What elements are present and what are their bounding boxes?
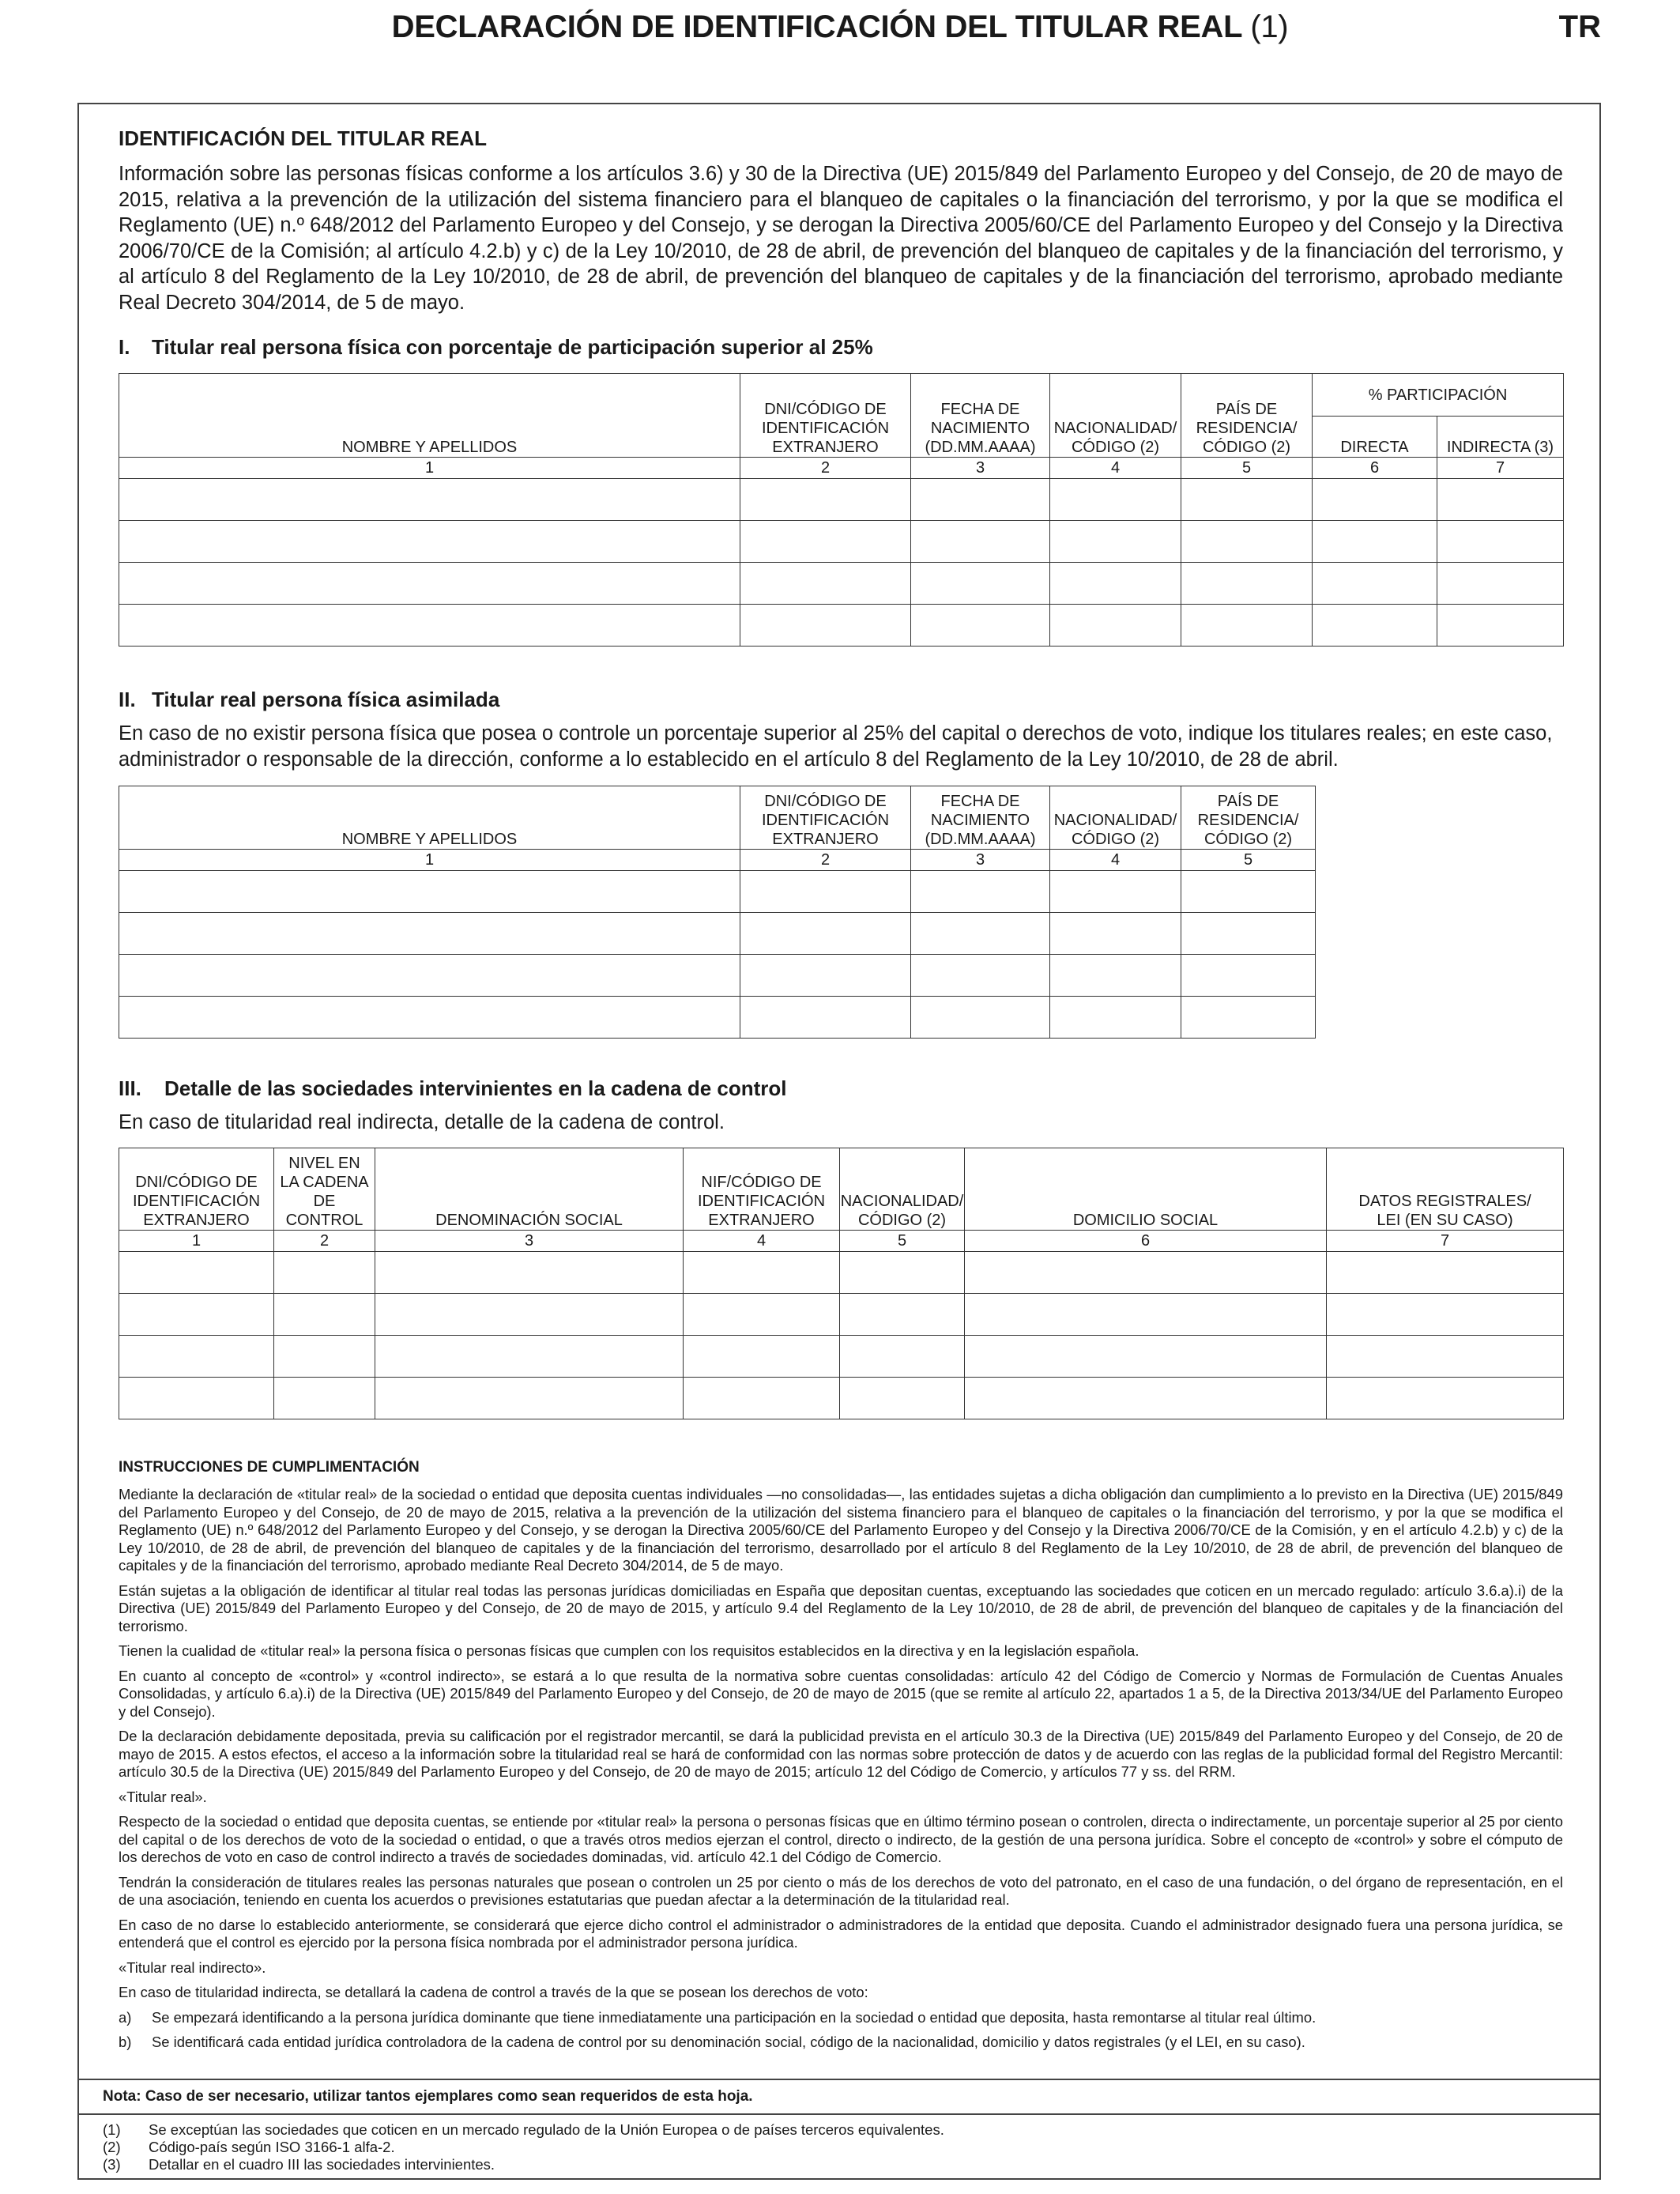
table-section-2 <box>119 786 1316 1039</box>
column-number: 3 <box>375 1231 684 1252</box>
list-marker: a) <box>119 2008 132 2026</box>
header-dni-line: EXTRANJERO <box>772 831 879 848</box>
input-cell[interactable] <box>274 1378 375 1419</box>
column-number: 2 <box>274 1231 375 1252</box>
input-cell[interactable] <box>1050 479 1181 521</box>
input-cell[interactable] <box>1181 997 1316 1039</box>
input-cell[interactable] <box>1313 521 1437 563</box>
header-dni-line: DNI/CÓDIGO DE <box>764 793 887 810</box>
table-row <box>119 913 1316 955</box>
column-numbers-row <box>119 1231 1564 1252</box>
instructions-list-item <box>119 2034 1563 2052</box>
table-row <box>119 997 1316 1039</box>
footnote <box>103 2156 944 2173</box>
page-title-footnote-ref: (1) <box>1250 9 1289 44</box>
table-row <box>119 955 1316 997</box>
section-1-roman: I. <box>119 335 130 359</box>
note-divider <box>77 2079 1601 2080</box>
header-nacionalidad <box>840 1148 965 1231</box>
input-cell[interactable] <box>840 1294 965 1336</box>
instructions-paragraph: En caso de titularidad indirecta, se detallará la cadena de control a través de la que se posean los derechos de voto: <box>119 1984 868 2000</box>
table-row <box>119 1294 1564 1336</box>
column-number: 4 <box>684 1231 840 1252</box>
instructions-paragraph: En caso de no darse lo establecido anteriormente, se considerará que ejerce dicho control el administrador o administradores de la entidad que deposita. Cuando el administrador designado fuera una persona jurídica, se entenderá que el control es ejercido por la persona física nombrada por el administrador persona jurídica. <box>119 1916 1563 1951</box>
input-cell[interactable] <box>119 1294 274 1336</box>
table-section-3 <box>119 1148 1564 1419</box>
header-nivel-line: NIVEL EN <box>288 1155 360 1172</box>
input-cell[interactable] <box>1437 605 1564 647</box>
header-datos-line: DATOS REGISTRALES/ <box>1358 1193 1531 1210</box>
input-cell[interactable] <box>119 605 740 647</box>
input-cell[interactable] <box>1050 913 1181 955</box>
input-cell[interactable] <box>119 913 740 955</box>
header-nac-line: CÓDIGO (2) <box>1071 439 1160 456</box>
header-nivel-line: DE <box>313 1193 336 1210</box>
input-cell[interactable] <box>911 913 1050 955</box>
column-number: 3 <box>911 458 1050 479</box>
input-cell[interactable] <box>1327 1294 1564 1336</box>
footnote-text: Se exceptúan las sociedades que coticen en un mercado regulado de la Unión Europea o de países terceros equivalentes. <box>149 2121 944 2138</box>
section-2-text: En caso de no existir persona física que posea o controle un porcentaje superior al 25% del capital o derechos de voto, indique los titulares reales; en este caso, administrador o responsable de la dirección, conforme a lo establecido en el artículo 8 del Reglamento de la Ley 10/2010, de 28 de abril. <box>119 722 1553 771</box>
instructions-body <box>119 1486 1563 2059</box>
section-1-title-text: Titular real persona física con porcentaje de participación superior al 25% <box>152 335 873 359</box>
column-number: 4 <box>1050 458 1181 479</box>
ident-title: IDENTIFICACIÓN DEL TITULAR REAL <box>119 126 488 150</box>
section-2-roman: II. <box>119 688 136 711</box>
input-cell[interactable] <box>1437 479 1564 521</box>
input-cell[interactable] <box>911 955 1050 997</box>
input-cell[interactable] <box>1181 479 1313 521</box>
section-3-title-text: Detalle de las sociedades intervinientes en la cadena de control <box>164 1076 787 1100</box>
column-number: 5 <box>840 1231 965 1252</box>
section-3-roman: III. <box>119 1076 141 1100</box>
form-code: TR <box>1558 9 1601 44</box>
header-fecha-line: (DD.MM.AAAA) <box>925 439 1036 456</box>
input-cell[interactable] <box>1181 521 1313 563</box>
header-nacionalidad <box>1050 374 1181 458</box>
header-fecha <box>911 374 1050 458</box>
input-cell[interactable] <box>965 1294 1327 1336</box>
input-cell[interactable] <box>274 1294 375 1336</box>
input-cell[interactable] <box>119 1336 274 1378</box>
input-cell[interactable] <box>840 1378 965 1419</box>
input-cell[interactable] <box>375 1378 684 1419</box>
footnote-text: Código-país según ISO 3166-1 alfa-2. <box>149 2139 395 2155</box>
input-cell[interactable] <box>911 563 1050 605</box>
note-text: Nota: Caso de ser necesario, utilizar tantos ejemplares como sean requeridos de esta hoja. <box>103 2088 753 2105</box>
input-cell[interactable] <box>1181 605 1313 647</box>
header-nombre: NOMBRE Y APELLIDOS <box>119 786 740 850</box>
input-cell[interactable] <box>740 605 911 647</box>
header-dni <box>740 786 911 850</box>
input-cell[interactable] <box>1313 605 1437 647</box>
input-cell[interactable] <box>375 1294 684 1336</box>
table-row <box>119 563 1564 605</box>
input-cell[interactable] <box>1327 1378 1564 1419</box>
header-dni-line: EXTRANJERO <box>772 439 879 456</box>
table-row <box>119 479 1564 521</box>
input-cell[interactable] <box>1050 605 1181 647</box>
header-nac-line: NACIONALIDAD/ <box>840 1193 964 1210</box>
header-datos-line: LEI (EN SU CASO) <box>1377 1212 1513 1229</box>
footnotes-divider <box>77 2113 1601 2115</box>
instructions-paragraph: «Titular real indirecto». <box>119 1958 266 1976</box>
list-marker: b) <box>119 2034 132 2050</box>
page-title <box>0 9 1680 45</box>
input-cell[interactable] <box>965 1336 1327 1378</box>
header-nac-line: NACIONALIDAD/ <box>1053 420 1177 437</box>
input-cell[interactable] <box>740 479 911 521</box>
header-pais <box>1181 786 1316 850</box>
header-nif-line: EXTRANJERO <box>708 1212 815 1229</box>
header-dni <box>119 1148 274 1231</box>
instructions-paragraph: Están sujetas a la obligación de identificar al titular real todas las personas jurídicas domiciliadas en España que depositan cuentas, exceptuando las sociedades que coticen en un mercado regulado: artículo 3.6.a).i) de la Directiva (UE) 2015/849 del Parlamento Europeo y del Consejo, de 20 de mayo de 2015, y artículo 9.4 del Reglamento de la Ley 10/2010, de 28 de abril, de prevención del blanqueo de capitales y de la financiación del terrorismo. <box>119 1581 1563 1634</box>
header-domicilio: DOMICILIO SOCIAL <box>965 1148 1327 1231</box>
input-cell[interactable] <box>1437 563 1564 605</box>
instructions-paragraph: En cuanto al concepto de «control» y «control indirecto», se estará a lo que resulta de la normativa sobre cuentas consolidadas: artículo 42 del Código de Comercio y Normas de Formulación de Cuentas Anuales Consolidadas, y artículo 6.a).i) de la Directiva (UE) 2015/849 del Parlamento Europeo y del Consejo, de 20 de mayo de 2015 (que se remite al artículo 22, apartados 1 a 5, de la Directiva 2013/34/UE del Parlamento Europeo y del Consejo). <box>119 1667 1563 1720</box>
footnote-marker: (1) <box>103 2121 121 2138</box>
table-row <box>119 521 1564 563</box>
input-cell[interactable] <box>684 1252 840 1294</box>
input-cell[interactable] <box>911 605 1050 647</box>
column-number: 5 <box>1181 850 1316 871</box>
header-denominacion: DENOMINACIÓN SOCIAL <box>375 1148 684 1231</box>
header-pais <box>1181 374 1313 458</box>
input-cell[interactable] <box>274 1336 375 1378</box>
header-dni-line: IDENTIFICACIÓN <box>761 420 890 437</box>
column-number: 2 <box>740 850 911 871</box>
section-2-title <box>119 688 1563 712</box>
input-cell[interactable] <box>375 1252 684 1294</box>
input-cell[interactable] <box>911 479 1050 521</box>
table-row <box>119 1378 1564 1419</box>
input-cell[interactable] <box>375 1336 684 1378</box>
input-cell[interactable] <box>119 479 740 521</box>
header-dni-line: DNI/CÓDIGO DE <box>135 1174 258 1191</box>
input-cell[interactable] <box>1327 1252 1564 1294</box>
input-cell[interactable] <box>1181 955 1316 997</box>
instructions-title: INSTRUCCIONES DE CUMPLIMENTACIÓN <box>119 1459 420 1476</box>
input-cell[interactable] <box>119 997 740 1039</box>
column-number: 3 <box>911 850 1050 871</box>
header-nivel <box>274 1148 375 1231</box>
input-cell[interactable] <box>740 955 911 997</box>
input-cell[interactable] <box>684 1378 840 1419</box>
input-cell[interactable] <box>119 955 740 997</box>
header-nivel-line: CONTROL <box>285 1212 363 1229</box>
input-cell[interactable] <box>119 1378 274 1419</box>
instructions-paragraph: «Titular real». <box>119 1788 207 1805</box>
input-cell[interactable] <box>840 1252 965 1294</box>
input-cell[interactable] <box>1181 871 1316 913</box>
input-cell[interactable] <box>1437 521 1564 563</box>
input-cell[interactable] <box>1050 997 1181 1039</box>
header-nombre: NOMBRE Y APELLIDOS <box>119 374 740 458</box>
footnote-marker: (2) <box>103 2139 121 2155</box>
input-cell[interactable] <box>965 1378 1327 1419</box>
header-pais-line: PAÍS DE <box>1215 401 1278 418</box>
column-number: 6 <box>1313 458 1437 479</box>
header-fecha-line: FECHA DE <box>940 401 1020 418</box>
header-dni-line: IDENTIFICACIÓN <box>761 812 890 829</box>
column-number: 5 <box>1181 458 1313 479</box>
column-number: 1 <box>119 850 740 871</box>
column-number: 7 <box>1327 1231 1564 1252</box>
instructions-list-item <box>119 2009 1563 2027</box>
input-cell[interactable] <box>1050 563 1181 605</box>
header-nif-line: IDENTIFICACIÓN <box>697 1193 826 1210</box>
input-cell[interactable] <box>965 1252 1327 1294</box>
input-cell[interactable] <box>119 521 740 563</box>
header-directa: DIRECTA <box>1313 417 1437 458</box>
input-cell[interactable] <box>740 521 911 563</box>
footnote <box>103 2139 944 2156</box>
header-participacion: % PARTICIPACIÓN <box>1313 374 1564 417</box>
section-1-title <box>119 335 1563 360</box>
input-cell[interactable] <box>740 997 911 1039</box>
footnote-marker: (3) <box>103 2156 121 2173</box>
column-number: 4 <box>1050 850 1181 871</box>
input-cell[interactable] <box>1181 563 1313 605</box>
header-fecha-line: FECHA DE <box>940 793 1020 810</box>
input-cell[interactable] <box>684 1294 840 1336</box>
section-3-text: En caso de titularidad real indirecta, detalle de la cadena de control. <box>119 1111 725 1133</box>
table-section-1 <box>119 373 1564 647</box>
input-cell[interactable] <box>911 871 1050 913</box>
input-cell[interactable] <box>840 1336 965 1378</box>
column-number: 1 <box>119 1231 274 1252</box>
list-text: Se empezará identificando a la persona jurídica dominante que tiene inmediatamente una participación en la sociedad o entidad que deposita, hasta remontarse al titular real último. <box>152 2008 1317 2026</box>
header-dni-line: IDENTIFICACIÓN <box>132 1193 261 1210</box>
footnote <box>103 2121 944 2139</box>
instructions-paragraph: Respecto de la sociedad o entidad que deposita cuentas, se entiende por «titular real» la persona o personas físicas que en último término posean o controlen, directa o indirectamente, un porcentaje superior al 25 por ciento del capital o de los derechos de voto de la sociedad o entidad, o que a través otros medios ejerzan el control, directo o indirecto, de la gestión de una persona jurídica. Sobre el concepto de «control» y sobre el cómputo de los derechos de voto en caso de control indirecto a través de sociedades dominadas, vid. artículo 42.1 del Código de Comercio. <box>119 1813 1563 1865</box>
column-numbers-row <box>119 850 1316 871</box>
header-pais-line: CÓDIGO (2) <box>1203 831 1293 848</box>
header-dni <box>740 374 911 458</box>
header-pais-line: CÓDIGO (2) <box>1202 439 1291 456</box>
page-header <box>0 9 1680 57</box>
input-cell[interactable] <box>684 1336 840 1378</box>
header-fecha-line: NACIMIENTO <box>930 812 1030 829</box>
instructions-paragraph: Tienen la cualidad de «titular real» la persona física o personas físicas que cumplen con los requisitos establecidos en la directiva y en la legislación española. <box>119 1642 1139 1659</box>
instructions-paragraph: Tendrán la consideración de titulares reales las personas naturales que posean o controlen un 25 por ciento o más de los derechos de voto del patronato, en el caso de una fundación, o del órgano de representación, en el de una asociación, teniendo en cuenta los acuerdos o previsiones estatutarias que puedan afectar a la determinación de la titularidad real. <box>119 1873 1563 1908</box>
input-cell[interactable] <box>1050 521 1181 563</box>
footnotes <box>103 2121 944 2173</box>
header-dni-line: DNI/CÓDIGO DE <box>764 401 887 418</box>
column-number: 7 <box>1437 458 1564 479</box>
header-pais-line: PAÍS DE <box>1217 793 1279 810</box>
section-3-title <box>119 1076 1563 1101</box>
input-cell[interactable] <box>119 871 740 913</box>
header-indirecta: INDIRECTA (3) <box>1437 417 1564 458</box>
header-dni-line: EXTRANJERO <box>143 1212 250 1229</box>
input-cell[interactable] <box>274 1252 375 1294</box>
column-number: 1 <box>119 458 740 479</box>
header-nif <box>684 1148 840 1231</box>
header-nacionalidad <box>1050 786 1181 850</box>
list-text: Se identificará cada entidad jurídica controladora de la cadena de control por su denominación social, código de la nacionalidad, domicilio y datos registrales (y el LEI, en su caso). <box>152 2034 1305 2050</box>
column-number: 2 <box>740 458 911 479</box>
page-title-text: DECLARACIÓN DE IDENTIFICACIÓN DEL TITULAR REAL <box>391 9 1242 44</box>
header-datos <box>1327 1148 1564 1231</box>
section-2-title-text: Titular real persona física asimilada <box>152 688 500 711</box>
header-nac-line: CÓDIGO (2) <box>1071 831 1160 848</box>
footnote-text: Detallar en el cuadro III las sociedades intervinientes. <box>149 2156 495 2173</box>
input-cell[interactable] <box>911 997 1050 1039</box>
column-number: 6 <box>965 1231 1327 1252</box>
instructions-paragraph: De la declaración debidamente depositada, previa su calificación por el registrador mercantil, se dará la publicidad prevista en el artículo 30.3 de la Directiva (UE) 2015/849 del Parlamento Europeo y del Consejo, de 20 de mayo de 2015. A estos efectos, el acceso a la información sobre la titularidad real se hará de conformidad con las normas sobre protección de datos y de acuerdo con las reglas de la publicidad formal del Registro Mercantil: artículo 30.5 de la Directiva (UE) 2015/849 del Parlamento Europeo y del Consejo, de 20 de mayo de 2015; artículo 12 del Código de Comercio, y artículos 77 y ss. del RRM. <box>119 1728 1563 1780</box>
input-cell[interactable] <box>1050 871 1181 913</box>
input-cell[interactable] <box>740 871 911 913</box>
header-nif-line: NIF/CÓDIGO DE <box>701 1174 822 1191</box>
header-nivel-line: LA CADENA <box>280 1174 369 1191</box>
header-pais-line: RESIDENCIA/ <box>1196 420 1298 437</box>
header-fecha-line: (DD.MM.AAAA) <box>925 831 1036 848</box>
input-cell[interactable] <box>1050 955 1181 997</box>
input-cell[interactable] <box>1313 479 1437 521</box>
header-nac-line: CÓDIGO (2) <box>857 1212 947 1229</box>
table-row <box>119 1336 1564 1378</box>
header-fecha <box>911 786 1050 850</box>
header-fecha-line: NACIMIENTO <box>930 420 1030 437</box>
input-cell[interactable] <box>1181 913 1316 955</box>
table-row <box>119 605 1564 647</box>
header-nac-line: NACIONALIDAD/ <box>1053 812 1177 829</box>
input-cell[interactable] <box>119 563 740 605</box>
input-cell[interactable] <box>119 1252 274 1294</box>
table-row <box>119 871 1316 913</box>
instructions-paragraph: Mediante la declaración de «titular real» de la sociedad o entidad que deposita cuentas individuales —no consolidadas—, las entidades sujetas a dicha obligación dan cumplimiento a lo previsto en la Directiva (UE) 2015/849 del Parlamento Europeo y del Consejo, de 20 de mayo de 2015, relativa a la prevención de la utilización del sistema financiero para el blanqueo de capitales o la financiación del terrorismo, y por la que se modifica el Reglamento (UE) n.º 648/2012 del Parlamento Europeo y del Consejo, y se derogan la Directiva 2005/60/CE del Parlamento Europeo y del Consejo y la Directiva 2006/70/CE de la Comisión, y en el artículo 4.2.b) y c) de la Ley 10/2010, de 28 de abril, de prevención del blanqueo de capitales y de la financiación del terrorismo, desarrollado por el artículo 8 del Reglamento de la Ley 10/2010, de 28 de abril, de prevención del blanqueo de capitales y de la financiación del terrorismo, aprobado mediante Real Decreto 304/2014, de 5 de mayo. <box>119 1486 1563 1574</box>
table-row <box>119 1252 1564 1294</box>
ident-text: Información sobre las personas físicas conforme a los artículos 3.6) y 30 de la Directiva (UE) 2015/849 del Parlamento Europeo y del Consejo, de 20 de mayo de 2015, relativa a la prevención de la utilización del sistema financiero para el blanqueo de capitales o la financiación del terrorismo, y por la que se modifica el Reglamento (UE) n.º 648/2012 del Parlamento Europeo y del Consejo, y se derogan la Directiva 2005/60/CE del Parlamento Europeo y del Consejo y la Directiva 2006/70/CE de la Comisión; al artículo 4.2.b) y c) de la Ley 10/2010, de 28 de abril, de prevención del blanqueo de capitales y de la financiación del terrorismo, y al artículo 8 del Reglamento de la Ley 10/2010, de 28 de abril, de prevención del blanqueo de capitales y de la financiación del terrorismo, aprobado mediante Real Decreto 304/2014, de 5 de mayo. <box>119 163 1563 314</box>
input-cell[interactable] <box>1313 563 1437 605</box>
input-cell[interactable] <box>1327 1336 1564 1378</box>
header-pais-line: RESIDENCIA/ <box>1197 812 1299 829</box>
input-cell[interactable] <box>740 913 911 955</box>
column-numbers-row <box>119 458 1564 479</box>
input-cell[interactable] <box>911 521 1050 563</box>
input-cell[interactable] <box>740 563 911 605</box>
